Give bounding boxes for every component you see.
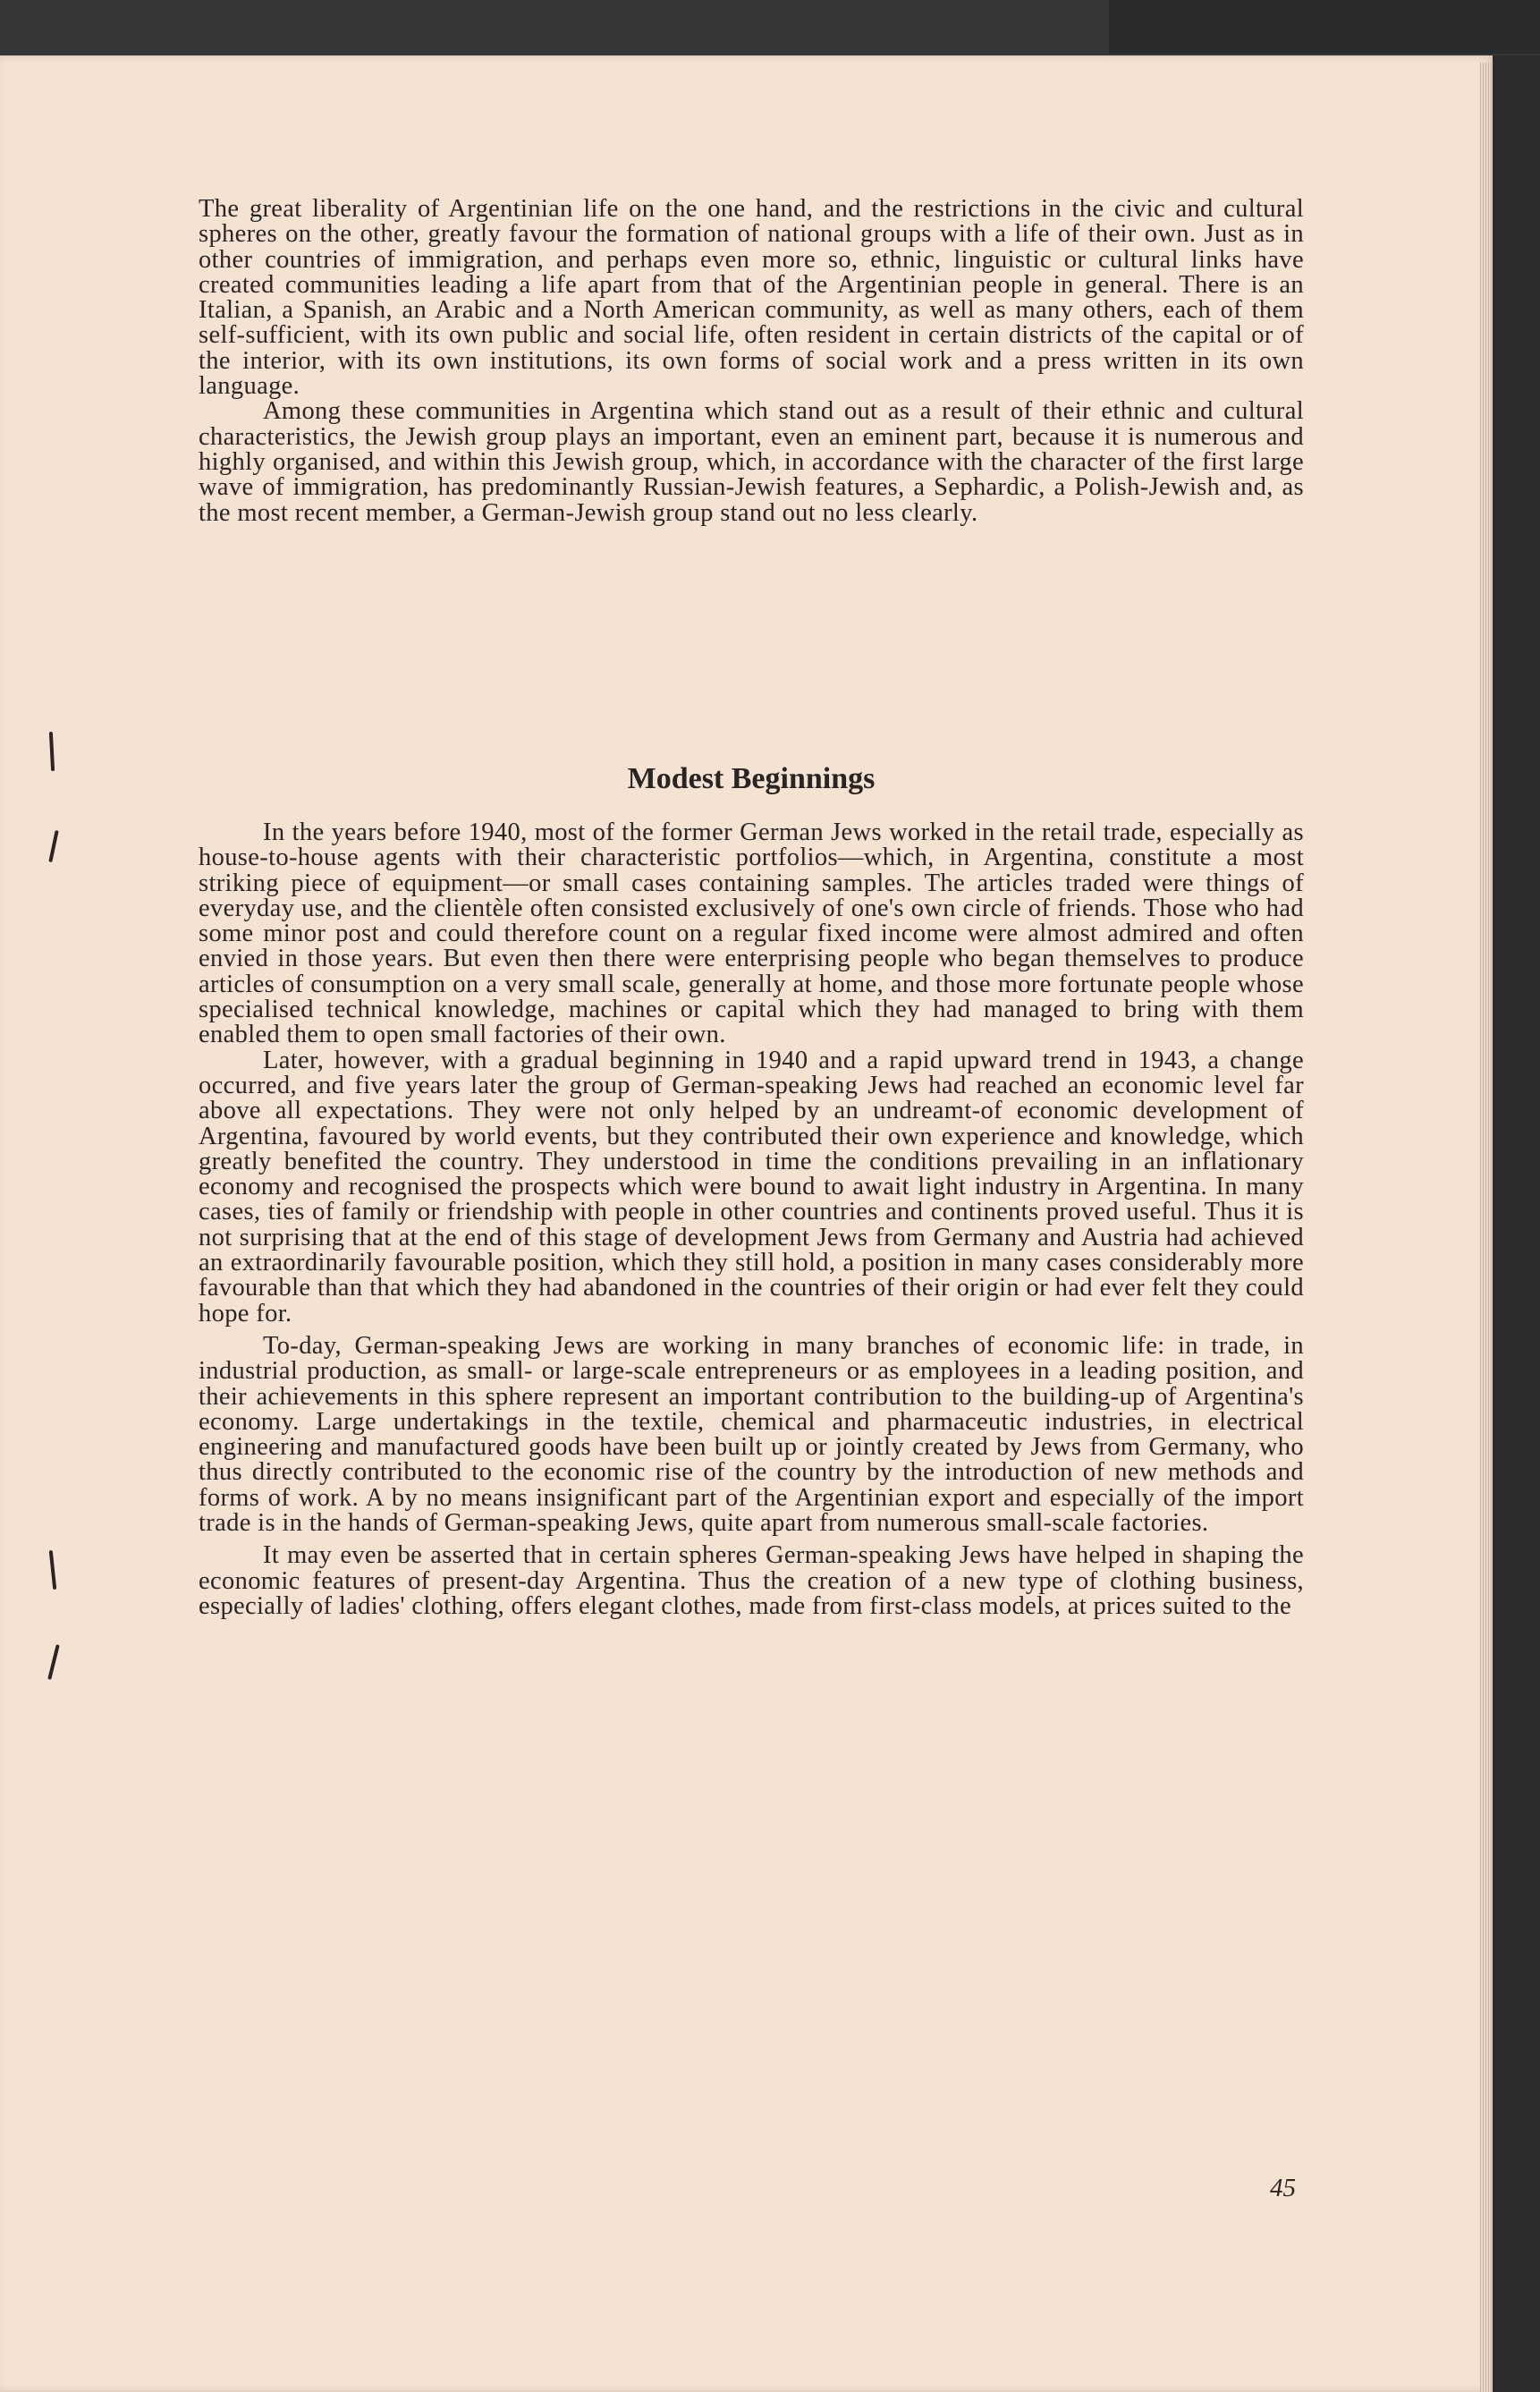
paragraph: The great liberality of Argentinian life on the one hand, and the restrictions in the civic and cultural spheres on the other, greatly favour the formation of national groups with a life of their own. Just as in other countries of immigration, and perhaps even more so, ethnic, linguistic or cultural links have created communities leading a life apart from that of the Argentinian people in general. There is an Italian, a Spanish, an Arabic and a North American community, as well as many others, each of them self-sufficient, with its own public and social life, often resident in certain districts of the capital or of the interior, with its own institutions, its own forms of social work and a press written in its own language. <box>199 195 1304 401</box>
paragraph: To-day, German-speaking Jews are working in many branches of economic life: in trade, in industrial production, as small- or large-scale entrepreneurs or as employees in a leading position, and their achievements in this sphere represent an important contribution to the building-up of Argentina's economy. Large undertakings in the textile, chemical and pharmaceutic industries, in electrical engineering and manufactured goods have been built up or jointly created by Jews from Germany, who thus directly contributed to the economic rise of the country by the introduction of new methods and forms of work. A by no means insignificant part of the Argentinian export and especially of the import trade is in the hands of German-speaking Jews, quite apart from numerous small-scale factories. <box>199 1331 1304 1538</box>
page-number: 45 <box>1270 2174 1296 2202</box>
section-heading: Modest Beginnings <box>627 762 876 795</box>
section-text <box>199 820 1304 1619</box>
page-stack-edge <box>1480 63 1493 2392</box>
paragraph: Among these communities in Argentina which stand out as a result of their ethnic and cultural characteristics, the Jewish group plays an important, even an eminent part, because it is numerous and highly organised, and within this Jewish group, which, in accordance with the character of the first large wave of immigration, has predominantly Russian-Jewish features, a Sephardic, a Polish-Jewish and, as the most recent member, a German-Jewish group stand out no less clearly. <box>199 397 1304 527</box>
scanner-strip <box>1109 0 1540 54</box>
paragraph: Later, however, with a gradual beginning in 1940 and a rapid upward trend in 1943, a change occurred, and five years later the group of German-speaking Jews had reached an economic level far above all expectations. They were not only helped by an undreamt-of economic development of Argentina, favoured by world events, but they contributed their own experience and knowledge, which greatly benefited the country. They understood in time the conditions prevailing in an inflationary economy and recognised the prospects which were bound to await light industry in Argentina. In many cases, ties of family or friendship with people in other countries and continents proved useful. Thus it is not surprising that at the end of this stage of development Jews from Germany and Austria had achieved an extraordinarily favourable position, which they still hold, a position in many cases considerably more favourable than that which they had abandoned in the countries of their origin or had ever felt they could hope for. <box>199 1046 1304 1327</box>
paragraph: In the years before 1940, most of the former German Jews worked in the retail trade, especially as house-to-house agents with their characteristic portfolios—which, in Argentina, constitute a most striking piece of equipment—or small cases containing samples. The articles traded were things of everyday use, and the clientèle often consisted exclusively of one's own circle of friends. Those who had some minor post and could therefore count on a regular fixed income were almost admired and often envied in those years. But even then there were enterprising people who began themselves to produce articles of consumption on a very small scale, generally at home, and those more fortunate people whose specialised technical knowledge, machines or capital which they had managed to bring with them enabled them to open small factories of their own. <box>199 819 1304 1049</box>
paragraph: It may even be asserted that in certain spheres German-speaking Jews have helped in shaping the economic features of present-day Argentina. Thus the creation of a new type of clothing business, especially of ladies' clothing, offers elegant clothes, made from first-class models, at prices suited to the <box>199 1541 1304 1620</box>
intro-text <box>199 197 1304 526</box>
scanner-shadow <box>1493 55 1540 2392</box>
